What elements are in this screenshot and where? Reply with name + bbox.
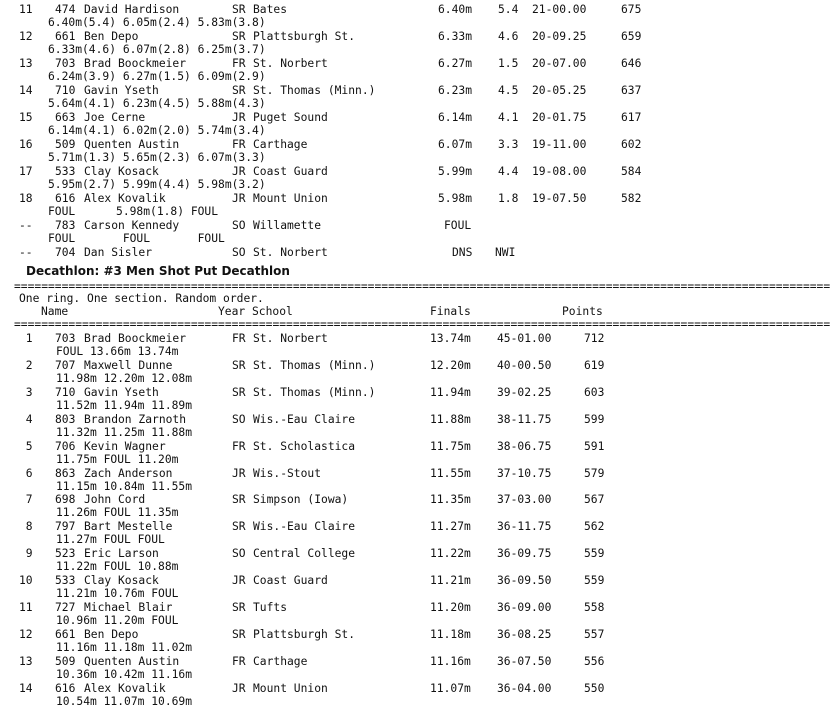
imperial-mark: 36-04.00: [497, 681, 552, 695]
year: SR: [232, 601, 246, 614]
mark: 13.74m: [430, 332, 471, 345]
bib: 783: [55, 219, 76, 232]
bib: 710: [55, 84, 76, 97]
year: FR: [232, 332, 246, 345]
year: JR: [232, 574, 246, 588]
bib: 704: [55, 246, 76, 259]
school: St. Thomas (Minn.): [253, 358, 376, 372]
school: Wis.-Stout: [253, 466, 322, 480]
bib: 661: [55, 30, 76, 43]
place: 16: [19, 138, 33, 151]
mark: 12.20m: [430, 358, 471, 372]
athlete-name: Clay Kosack: [84, 574, 159, 588]
place: 13: [19, 654, 33, 668]
event-note: One ring. One section. Random order.: [19, 292, 264, 305]
event-title: Decathlon: #3 Men Shot Put Decathlon: [26, 264, 290, 278]
points: 599: [584, 412, 605, 426]
athlete-name: Ben Depo: [84, 627, 139, 641]
imperial-mark: 45-01.00: [497, 332, 552, 345]
attempt-series: 10.36m 10.42m 11.16m: [56, 667, 193, 681]
athlete-name: Quenten Austin: [84, 138, 180, 151]
mark: 6.33m: [438, 30, 473, 43]
year: SO: [232, 412, 246, 426]
points: 591: [584, 439, 605, 453]
points: 559: [584, 547, 605, 561]
mark: 11.55m: [430, 466, 471, 480]
imperial-mark: 36-08.25: [497, 627, 552, 641]
imperial-mark: 20-05.25: [532, 84, 587, 97]
mark: DNS: [452, 246, 473, 259]
place: 8: [19, 520, 33, 534]
attempt-series: 6.14m(4.1) 6.02m(2.0) 5.74m(3.4): [48, 124, 266, 137]
place: 18: [19, 192, 33, 205]
school: Tufts: [253, 601, 288, 614]
athlete-name: Alex Kovalik: [84, 681, 166, 695]
points: 712: [584, 332, 605, 345]
place: 17: [19, 165, 33, 178]
wind: 3.3: [498, 138, 519, 151]
mark: FOUL: [444, 219, 472, 232]
bib: 863: [55, 466, 76, 480]
imperial-mark: 19-07.50: [532, 192, 587, 205]
place: 5: [19, 439, 33, 453]
points: 582: [621, 192, 642, 205]
place: 3: [19, 385, 33, 399]
school: Plattsburgh St.: [253, 627, 356, 641]
athlete-name: Brad Boockmeier: [84, 332, 187, 345]
place: 2: [19, 358, 33, 372]
school: Wis.-Eau Claire: [253, 520, 356, 534]
place: 6: [19, 466, 33, 480]
school: St. Norbert: [253, 57, 328, 70]
bib: 533: [55, 165, 76, 178]
year: SR: [232, 385, 246, 399]
points: 557: [584, 627, 605, 641]
mark: 6.27m: [438, 57, 473, 70]
mark: 11.27m: [430, 520, 471, 534]
points: 675: [621, 3, 642, 16]
attempt-series: 11.27m FOUL FOUL: [56, 533, 165, 547]
mark: 11.20m: [430, 601, 471, 614]
year: FR: [232, 57, 246, 70]
place: --: [19, 246, 33, 259]
year: JR: [232, 111, 246, 124]
school: St. Thomas (Minn.): [253, 84, 376, 97]
imperial-mark: 19-11.00: [532, 138, 587, 151]
athlete-name: Joe Cerne: [84, 111, 146, 124]
school: Mount Union: [253, 681, 328, 695]
imperial-mark: 36-11.75: [497, 520, 552, 534]
points: 584: [621, 165, 642, 178]
school: St. Scholastica: [253, 439, 356, 453]
year: SR: [232, 627, 246, 641]
school: Simpson (Iowa): [253, 493, 349, 507]
school: Carthage: [253, 654, 308, 668]
school: Plattsburgh St.: [253, 30, 356, 43]
athlete-name: Gavin Yseth: [84, 84, 159, 97]
attempt-series: 11.52m 11.94m 11.89m: [56, 398, 193, 412]
mark: 11.75m: [430, 439, 471, 453]
school: St. Norbert: [253, 332, 328, 345]
school: St. Thomas (Minn.): [253, 385, 376, 399]
place: --: [19, 219, 33, 232]
wind: 1.8: [498, 192, 519, 205]
mark: 11.07m: [430, 681, 471, 695]
mark: 11.88m: [430, 412, 471, 426]
athlete-name: David Hardison: [84, 3, 180, 16]
place: 9: [19, 547, 33, 561]
athlete-name: Clay Kosack: [84, 165, 159, 178]
year: JR: [232, 192, 246, 205]
year: FR: [232, 138, 246, 151]
place: 11: [19, 601, 33, 614]
imperial-mark: 38-06.75: [497, 439, 552, 453]
mark: 6.40m: [438, 3, 473, 16]
attempt-series: FOUL FOUL FOUL: [48, 232, 225, 245]
points: 562: [584, 520, 605, 534]
wind: NWI: [495, 246, 516, 259]
school: Willamette: [253, 219, 322, 232]
school: Carthage: [253, 138, 308, 151]
attempt-series: 5.64m(4.1) 6.23m(4.5) 5.88m(4.3): [48, 97, 266, 110]
points: 603: [584, 385, 605, 399]
points: 646: [621, 57, 642, 70]
imperial-mark: 37-10.75: [497, 466, 552, 480]
imperial-mark: 36-09.75: [497, 547, 552, 561]
mark: 5.99m: [438, 165, 473, 178]
athlete-name: Brandon Zarnoth: [84, 412, 187, 426]
points: 617: [621, 111, 642, 124]
attempt-series: 11.98m 12.20m 12.08m: [56, 371, 193, 385]
year: JR: [232, 681, 246, 695]
attempt-series: 11.32m 11.25m 11.88m: [56, 425, 193, 439]
year: FR: [232, 439, 246, 453]
mark: 6.14m: [438, 111, 473, 124]
bib: 797: [55, 520, 76, 534]
attempt-series: 6.33m(4.6) 6.07m(2.8) 6.25m(3.7): [48, 43, 266, 56]
attempt-series: 10.96m 11.20m FOUL: [56, 614, 179, 627]
year: SR: [232, 520, 246, 534]
mark: 6.07m: [438, 138, 473, 151]
bib: 661: [55, 627, 76, 641]
mark: 11.18m: [430, 627, 471, 641]
place: 10: [19, 574, 33, 588]
bib: 616: [55, 681, 76, 695]
attempt-series: 5.71m(1.3) 5.65m(2.3) 6.07m(3.3): [48, 151, 266, 164]
points: 559: [584, 574, 605, 588]
athlete-name: Dan Sisler: [84, 246, 153, 259]
athlete-name: Gavin Yseth: [84, 385, 159, 399]
attempt-series: 11.16m 11.18m 11.02m: [56, 640, 193, 654]
attempt-series: 11.26m FOUL 11.35m: [56, 506, 179, 520]
bib: 706: [55, 439, 76, 453]
attempt-series: 11.75m FOUL 11.20m: [56, 452, 179, 466]
year: SO: [232, 246, 246, 259]
wind: 4.5: [498, 84, 519, 97]
header-name: Name: [41, 305, 69, 318]
imperial-mark: 36-07.50: [497, 654, 552, 668]
mark: 11.35m: [430, 493, 471, 507]
attempt-series: 11.15m 10.84m 11.55m: [56, 479, 193, 493]
attempt-series: 6.40m(5.4) 6.05m(2.4) 5.83m(3.8): [48, 16, 266, 29]
athlete-name: Carson Kennedy: [84, 219, 180, 232]
rule-bottom: ========================================================================================================================: [14, 318, 830, 331]
points: 659: [621, 30, 642, 43]
school: Puget Sound: [253, 111, 328, 124]
header-finals: Finals: [430, 305, 471, 318]
wind: 5.4: [498, 3, 519, 16]
athlete-name: Ben Depo: [84, 30, 139, 43]
rule-top: ========================================================================================================================: [14, 280, 830, 293]
imperial-mark: 38-11.75: [497, 412, 552, 426]
bib: 698: [55, 493, 76, 507]
wind: 1.5: [498, 57, 519, 70]
athlete-name: Brad Boockmeier: [84, 57, 187, 70]
imperial-mark: 19-08.00: [532, 165, 587, 178]
imperial-mark: 36-09.00: [497, 601, 552, 614]
school: Central College: [253, 547, 356, 561]
attempt-series: 11.21m 10.76m FOUL: [56, 587, 179, 601]
points: 619: [584, 358, 605, 372]
athlete-name: Quenten Austin: [84, 654, 180, 668]
bib: 727: [55, 601, 76, 614]
athlete-name: John Cord: [84, 493, 146, 507]
attempt-series: 10.54m 11.07m 10.69m: [56, 694, 193, 708]
bib: 703: [55, 57, 76, 70]
bib: 509: [55, 138, 76, 151]
attempt-series: FOUL 5.98m(1.8) FOUL: [48, 205, 219, 218]
mark: 6.23m: [438, 84, 473, 97]
attempt-series: 11.22m FOUL 10.88m: [56, 560, 179, 574]
year: SR: [232, 84, 246, 97]
attempt-series: FOUL 13.66m 13.74m: [56, 345, 179, 358]
place: 7: [19, 493, 33, 507]
place: 12: [19, 30, 33, 43]
bib: 533: [55, 574, 76, 588]
wind: 4.4: [498, 165, 519, 178]
athlete-name: Bart Mestelle: [84, 520, 173, 534]
year: SO: [232, 547, 246, 561]
place: 15: [19, 111, 33, 124]
points: 579: [584, 466, 605, 480]
year: SR: [232, 358, 246, 372]
points: 556: [584, 654, 605, 668]
school: St. Norbert: [253, 246, 328, 259]
year: SR: [232, 30, 246, 43]
year: SR: [232, 493, 246, 507]
wind: 4.1: [498, 111, 519, 124]
attempt-series: 6.24m(3.9) 6.27m(1.5) 6.09m(2.9): [48, 70, 266, 83]
year: SR: [232, 3, 246, 16]
year: JR: [232, 466, 246, 480]
points: 567: [584, 493, 605, 507]
imperial-mark: 39-02.25: [497, 385, 552, 399]
place: 14: [19, 681, 33, 695]
school: Mount Union: [253, 192, 328, 205]
imperial-mark: 20-09.25: [532, 30, 587, 43]
mark: 11.16m: [430, 654, 471, 668]
place: 1: [19, 332, 33, 345]
athlete-name: Zach Anderson: [84, 466, 173, 480]
bib: 509: [55, 654, 76, 668]
imperial-mark: 20-01.75: [532, 111, 587, 124]
points: 550: [584, 681, 605, 695]
imperial-mark: 21-00.00: [532, 3, 587, 16]
bib: 474: [55, 3, 76, 16]
bib: 523: [55, 547, 76, 561]
imperial-mark: 20-07.00: [532, 57, 587, 70]
school: Coast Guard: [253, 574, 328, 588]
year: JR: [232, 165, 246, 178]
place: 11: [19, 3, 33, 16]
imperial-mark: 37-03.00: [497, 493, 552, 507]
athlete-name: Michael Blair: [84, 601, 173, 614]
mark: 11.22m: [430, 547, 471, 561]
bib: 710: [55, 385, 76, 399]
attempt-series: 5.95m(2.7) 5.99m(4.4) 5.98m(3.2): [48, 178, 266, 191]
mark: 11.21m: [430, 574, 471, 588]
bib: 663: [55, 111, 76, 124]
header-points: Points: [562, 305, 603, 318]
athlete-name: Alex Kovalik: [84, 192, 166, 205]
athlete-name: Eric Larson: [84, 547, 159, 561]
wind: 4.6: [498, 30, 519, 43]
points: 558: [584, 601, 605, 614]
mark: 5.98m: [438, 192, 473, 205]
bib: 616: [55, 192, 76, 205]
mark: 11.94m: [430, 385, 471, 399]
place: 13: [19, 57, 33, 70]
school: Coast Guard: [253, 165, 328, 178]
year: SO: [232, 219, 246, 232]
school: Bates: [253, 3, 288, 16]
imperial-mark: 36-09.50: [497, 574, 552, 588]
bib: 707: [55, 358, 76, 372]
place: 12: [19, 627, 33, 641]
athlete-name: Kevin Wagner: [84, 439, 166, 453]
bib: 803: [55, 412, 76, 426]
points: 637: [621, 84, 642, 97]
year: FR: [232, 654, 246, 668]
header-year-school: Year School: [218, 305, 293, 318]
points: 602: [621, 138, 642, 151]
bib: 703: [55, 332, 76, 345]
imperial-mark: 40-00.50: [497, 358, 552, 372]
place: 4: [19, 412, 33, 426]
athlete-name: Maxwell Dunne: [84, 358, 173, 372]
place: 14: [19, 84, 33, 97]
school: Wis.-Eau Claire: [253, 412, 356, 426]
